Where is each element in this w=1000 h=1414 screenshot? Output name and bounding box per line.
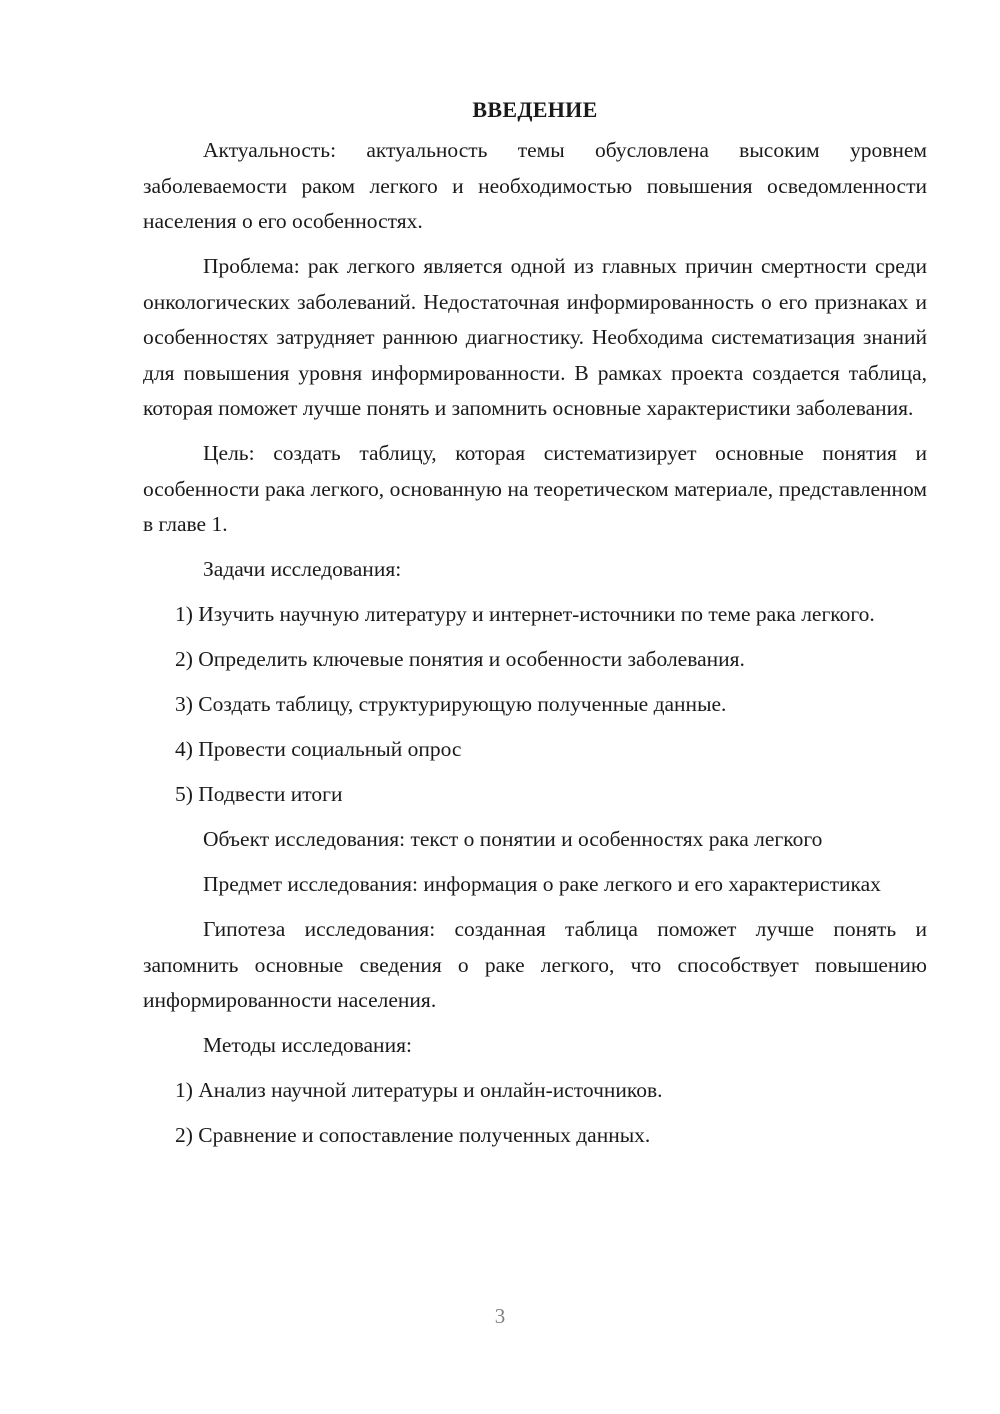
goal-paragraph: Цель: создать таблицу, которая систематизирует основные понятия и особенности рака легкого, основанную на теоретическом материале, представленном в главе 1. xyxy=(143,441,927,536)
problem-paragraph: Проблема: рак легкого является одной из главных причин смертности среди онкологических заболеваний. Недостаточная информированность о его признаках и особенностях затрудняет раннюю диагностику. Необходима систематизация знаний для повышения уровня информированности. В рамках проекта создается таблица, которая поможет лучше понять и запомнить основные характеристики заболевания. xyxy=(143,254,927,420)
relevance-paragraph: Актуальность: актуальность темы обусловлена высоким уровнем заболеваемости раком легкого и необходимостью повышения осведомленности населения о его особенностях. xyxy=(143,138,927,233)
method-item-2: 2) Сравнение и сопоставление полученных данных. xyxy=(175,1123,651,1147)
hypothesis-paragraph: Гипотеза исследования: созданная таблица поможет лучше понять и запомнить основные сведения о раке легкого, что способствует повышению информированности населения. xyxy=(143,917,927,1012)
task-item-5: 5) Подвести итоги xyxy=(175,782,343,806)
task-item-4: 4) Провести социальный опрос xyxy=(175,737,462,761)
page-number: 3 xyxy=(494,1304,506,1328)
section-title: ВВЕДЕНИЕ xyxy=(472,97,598,122)
task-item-2: 2) Определить ключевые понятия и особенности заболевания. xyxy=(175,647,745,671)
task-item-1: 1) Изучить научную литературу и интернет-источники по теме рака легкого. xyxy=(175,602,875,626)
method-item-1: 1) Анализ научной литературы и онлайн-источников. xyxy=(175,1078,663,1102)
subject-paragraph: Предмет исследования: информация о раке легкого и его характеристиках xyxy=(203,872,881,896)
task-item-3: 3) Создать таблицу, структурирующую полученные данные. xyxy=(175,692,727,716)
document-page xyxy=(143,93,927,1154)
object-paragraph: Объект исследования: текст о понятии и особенностях рака легкого xyxy=(203,827,823,851)
methods-heading: Методы исследования: xyxy=(203,1033,412,1057)
tasks-heading: Задачи исследования: xyxy=(203,557,402,581)
